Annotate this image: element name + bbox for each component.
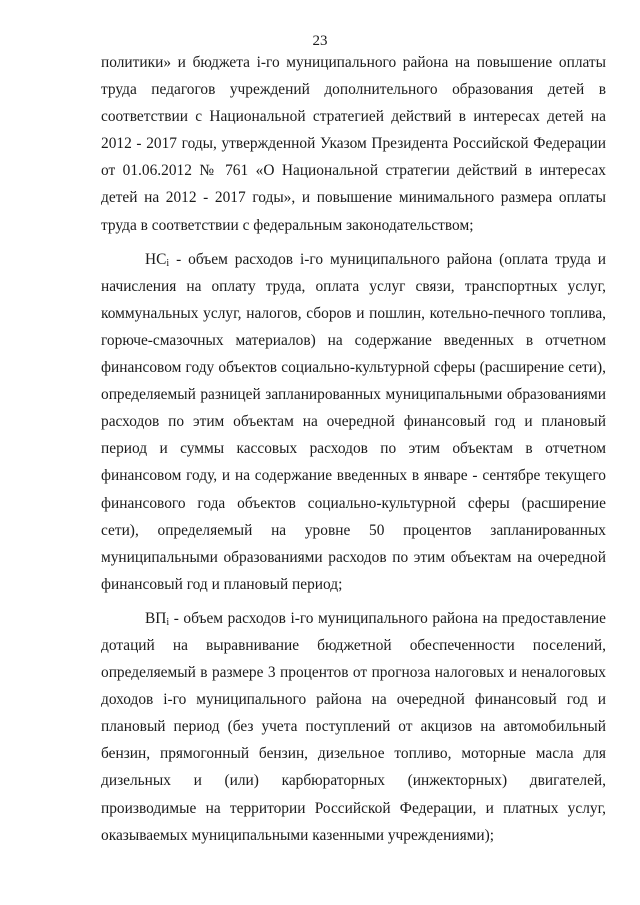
page-number: 23	[312, 33, 328, 49]
paragraph-nc-definition	[101, 246, 606, 598]
paragraph-continuation	[101, 49, 606, 239]
term-subscript: i	[166, 257, 170, 269]
paragraph-text: политики» и бюджета i-го муниципального района на повышение оплаты труда педагогов учреждений дополнительного образования детей в соответствии с Национальной стратегией действий в интересах детей на 2012 - 2017 годы, утвержденной Указом Президента Российской Федерации от 01.06.2012 № 761 «О Национальной стратегии действий в интересах детей на 2012 - 2017 годы», и повышение минимального размера оплаты труда в соответствии с федеральным законодательством;	[101, 54, 606, 234]
term-symbol: ВП	[145, 609, 167, 627]
document-body	[101, 49, 606, 856]
paragraph-vp-definition	[101, 605, 606, 849]
term-symbol: НС	[145, 250, 167, 268]
paragraph-text: - объем расходов i-го муниципального района (оплата труда и начисления на оплату труда, оплата услуг связи, транспортных услуг, коммунальных услуг, налогов, сборов и пошлин, котельно-печного топлива, горюче-смазочных материалов) на содержание введенных в отчетном финансовом году объектов социально-культурной сферы (расширение сети), определяемый разницей запланированных муниципальными образованиями расходов по этим объектам на очередной финансовый год и плановый период и суммы кассовых расходов по этим объектам в отчетном финансовом году, и на содержание введенных в январе - сентябре текущего финансового года объектов социально-культурной сферы (расширение сети), определяемый на уровне 50 процентов запланированных муниципальными образованиями расходов по этим объектам на очередной финансовый год и плановый период;	[101, 250, 606, 593]
paragraph-text: - объем расходов i-го муниципального района на предоставление дотаций на выравнивание бюджетной обеспеченности поселений, определяемый в размере 3 процентов от прогноза налоговых и неналоговых доходов i-го муниципального района на очередной финансовый год и плановый период (без учета поступлений от акцизов на автомобильный бензин, прямогонный бензин, дизельное топливо, моторные масла для дизельных и (или) карбюраторных (инжекторных) двигателей, производимые на территории Российской Федерации, и платных услуг, оказываемых муниципальными казенными учреждениями);	[101, 609, 606, 844]
term-subscript: i	[166, 616, 170, 628]
